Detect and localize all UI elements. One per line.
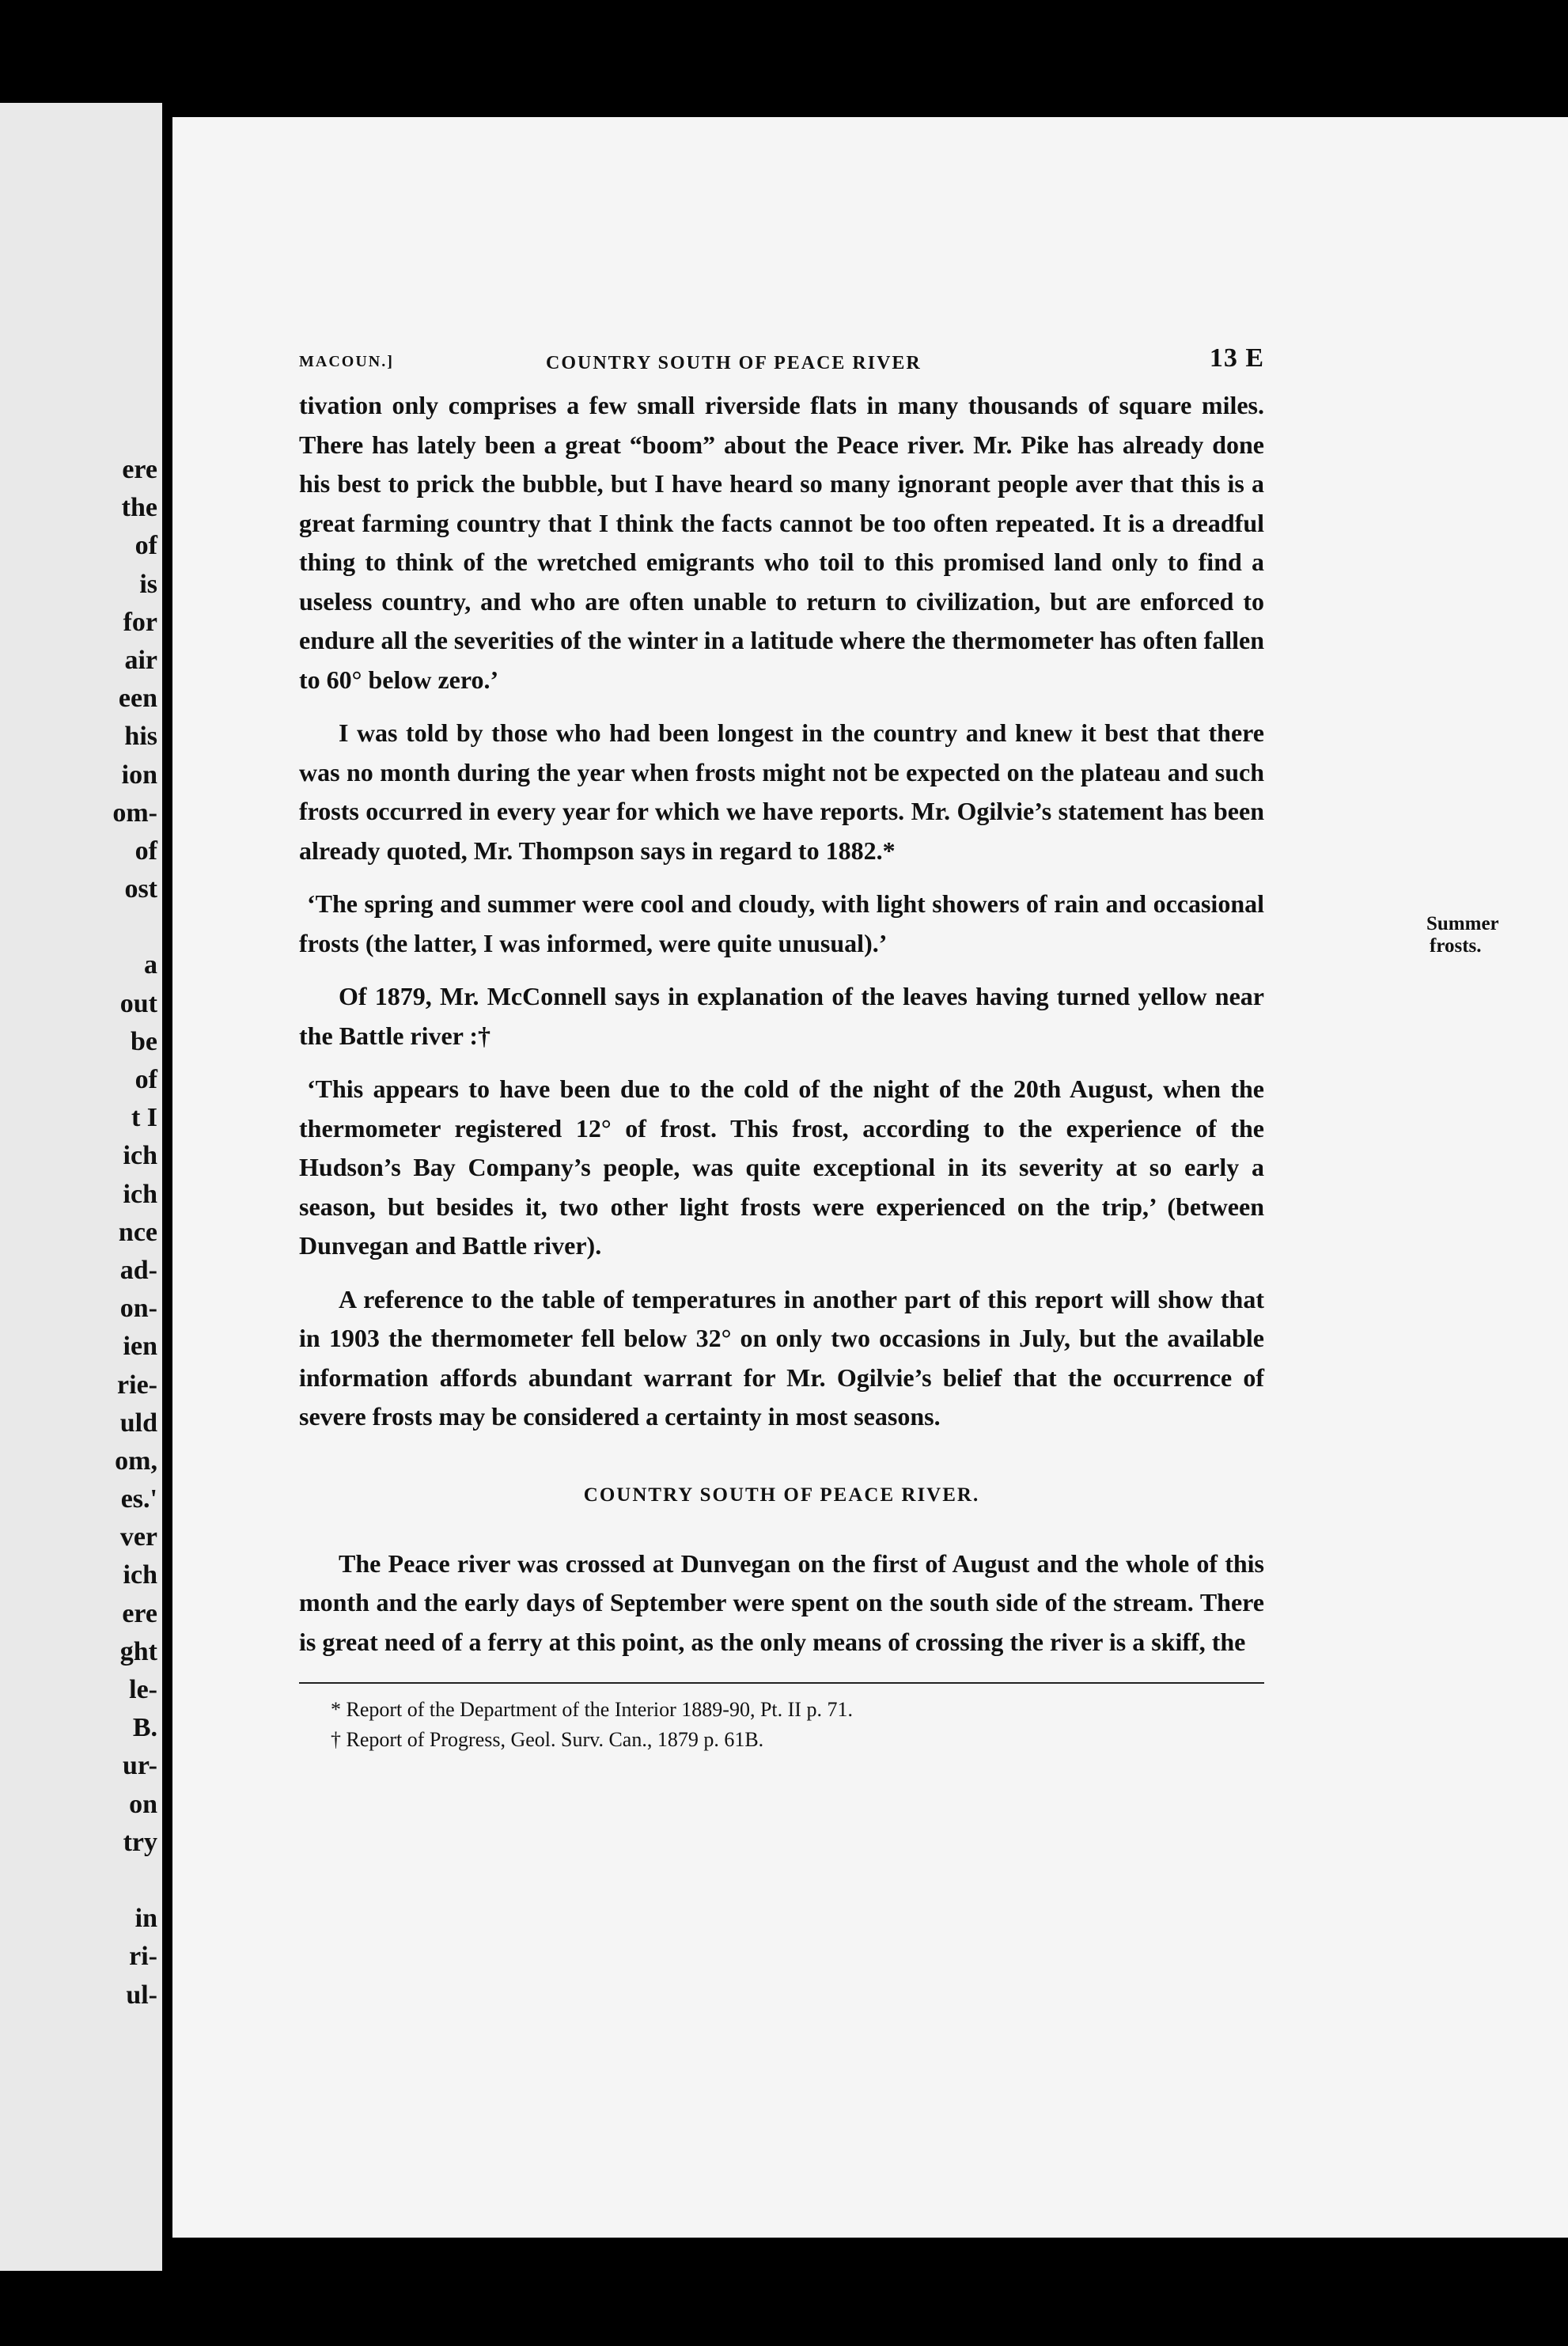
page-content	[299, 339, 1264, 1755]
facing-page-line: out	[119, 988, 157, 1018]
facing-page-line: in	[134, 1904, 157, 1934]
facing-page-line	[0, 1862, 162, 1900]
facing-page-line: es.'	[120, 1484, 157, 1514]
marginal-note-line-2: frosts.	[1430, 935, 1482, 957]
facing-page-line: on	[129, 1789, 157, 1819]
facing-page-line: nce	[118, 1217, 157, 1247]
paragraph-5-quote: ‘This appears to have been due to the cold of the night of the 20th August, when the thermometer registered 12° of frost. This frost, according to the experience of the Hudson’s Bay Company’s people, was quite exceptional in its severity at so early a season, but besides it, two other light frosts were experienced on the trip,’ (between Dunvegan and Battle river).	[299, 1074, 1264, 1260]
paragraph-1: tivation only comprises a few small riverside flats in many thousands of square miles. There has lately been a great “boom” about the Peace river. Mr. Pike has already done his best to prick the bubble, but I have heard so many ignorant people aver that this is a great farming country that I think the facts cannot be too often repeated. It is a dreadful thing to think of the wretched emigrants who toil to this promised land only to find a useless country, and who are often unable to return to civilization, but are enforced to endure all the severities of the winter in a latitude where the thermometer has often fallen to 60° below zero.’	[299, 391, 1264, 694]
footnote-1: * Report of the Department of the Interior 1889-90, Pt. II p. 71.	[331, 1698, 853, 1721]
facing-page-line: om,	[115, 1446, 157, 1476]
facing-page-line: ich	[123, 1179, 157, 1209]
footnote-2: † Report of Progress, Geol. Surv. Can., 1879 p. 61B.	[331, 1728, 764, 1751]
facing-page-line: ere	[122, 455, 157, 484]
facing-page-line: on-	[119, 1294, 157, 1324]
paragraph-2: I was told by those who had been longest in the country and knew it best that there was no month during the year when frosts might not be expected on the plateau and such frosts occurred in every year for which we have reports. Mr. Ogilvie’s statement has been already quoted, Mr. Thompson says in regard to 1882.*	[299, 718, 1264, 865]
facing-page-line: om-	[112, 798, 157, 828]
facing-page-line: uld	[119, 1408, 157, 1438]
section-paragraph: The Peace river was crossed at Dunvegan on the first of August and the whole of this month and the early days of September were spent on the south side of the stream. There is great need of a ferry at this point, as the only means of crossing the river is a skiff, the	[299, 1548, 1264, 1656]
paragraph-4: Of 1879, Mr. McConnell says in explanation of the leaves having turned yellow near the Battle river :†	[299, 982, 1264, 1050]
facing-page-line: be	[131, 1026, 157, 1056]
facing-page-line: een	[118, 684, 157, 714]
facing-page-line: le-	[129, 1675, 157, 1704]
paragraph-6: A reference to the table of temperatures in another part of this report will show that in 1903 the thermometer fell below 32° on only two occasions in July, but the available information affords abundant warrant for Mr. Ogilvie’s belief that the occurrence of severe frosts may be considered a certainty in most seasons.	[299, 1284, 1264, 1431]
facing-page-line: ich	[123, 1141, 157, 1171]
page-number: 13 E	[1209, 343, 1264, 373]
facing-page-line: ost	[124, 874, 157, 904]
facing-page-line: air	[124, 645, 157, 675]
marginal-note-line-1: Summer	[1426, 913, 1499, 934]
facing-page-line	[0, 908, 162, 946]
facing-page-line: his	[124, 722, 157, 752]
facing-page-line: ul-	[126, 1980, 157, 2010]
facing-page-line: B.	[132, 1713, 157, 1743]
section-heading: COUNTRY SOUTH OF PEACE RIVER.	[583, 1484, 980, 1506]
facing-page-line: is	[139, 569, 157, 599]
facing-page-line: ich	[123, 1560, 157, 1590]
facing-page-line: of	[134, 531, 157, 561]
document-page	[172, 117, 1568, 2238]
facing-page-line: of	[134, 1065, 157, 1094]
facing-page-line: rie-	[117, 1370, 157, 1400]
marginal-note	[1426, 913, 1499, 957]
facing-page-line: ad-	[119, 1255, 157, 1285]
facing-page-line: t I	[131, 1103, 157, 1133]
paragraph-3-quote: ‘The spring and summer were cool and cloudy, with light showers of rain and occasional frosts (the latter, I was informed, were quite unusual).’	[299, 889, 1264, 957]
facing-page-line: ri-	[129, 1942, 157, 1972]
facing-page-line: ien	[123, 1332, 157, 1362]
facing-page-line: ion	[121, 760, 157, 790]
facing-page-text	[0, 451, 162, 2014]
footnote-rule	[299, 1682, 1264, 1684]
facing-page-line: ere	[122, 1598, 157, 1628]
facing-page-line: ght	[119, 1636, 157, 1666]
facing-page-line: try	[123, 1827, 157, 1857]
facing-page-line: the	[121, 493, 157, 523]
header-title: COUNTRY SOUTH OF PEACE RIVER	[546, 353, 922, 373]
facing-page-line: a	[144, 950, 157, 980]
facing-page	[0, 103, 162, 2271]
running-header	[299, 339, 1264, 386]
facing-page-line: ver	[119, 1522, 157, 1552]
header-author: MACOUN.]	[299, 353, 394, 370]
facing-page-line: for	[123, 607, 157, 637]
facing-page-line: ur-	[122, 1751, 157, 1781]
facing-page-line: of	[134, 836, 157, 866]
